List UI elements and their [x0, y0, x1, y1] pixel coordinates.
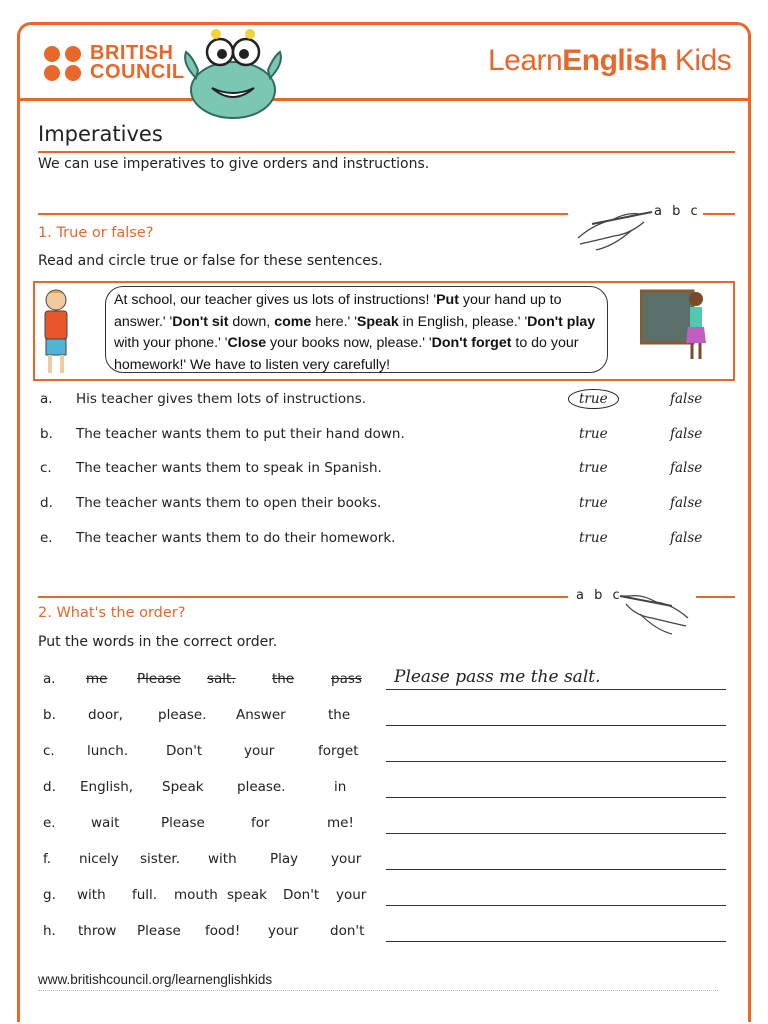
word-tile: the — [328, 707, 351, 723]
item-letter: a. — [43, 671, 56, 687]
story-text: here.' ' — [311, 313, 357, 330]
section1-divider-left — [38, 213, 568, 215]
writing-hand-icon — [612, 584, 692, 640]
word-tile: Play — [270, 851, 299, 867]
answer-line[interactable] — [386, 761, 726, 762]
page-title: Imperatives — [38, 122, 163, 146]
footer-url[interactable]: www.britishcouncil.org/learnenglishkids — [38, 972, 273, 987]
word-tile: English, — [80, 779, 134, 795]
word-tile: your — [244, 743, 275, 759]
word-tile: salt. — [207, 671, 236, 687]
item-sentence: The teacher wants them to put their hand down. — [76, 425, 405, 442]
word-tile: with — [208, 851, 237, 867]
item-sentence: The teacher wants them to open their books. — [76, 495, 382, 512]
word-tile: your — [268, 923, 299, 939]
word-order-row — [38, 887, 738, 911]
word-tile: full. — [132, 887, 158, 903]
true-false-row — [38, 391, 738, 415]
word-order-row — [38, 923, 738, 947]
item-letter: e. — [43, 815, 56, 831]
item-letter: h. — [43, 923, 56, 939]
word-tile: pass — [331, 671, 362, 687]
word-tile: Please — [161, 815, 205, 831]
section2-divider-right — [696, 596, 735, 598]
story-text: down, — [228, 313, 275, 330]
item-letter: b. — [43, 707, 56, 723]
teacher-blackboard-illustration-icon — [640, 287, 712, 363]
learnenglish-kids-logo — [488, 44, 731, 78]
story-text: your books now, please.' ' — [266, 335, 432, 351]
true-option-label: true — [579, 495, 608, 512]
false-option[interactable]: false — [670, 391, 703, 407]
word-tile: your — [336, 887, 367, 903]
word-tile: the — [272, 671, 295, 687]
word-tile: don't — [330, 923, 365, 939]
word-tile: Answer — [236, 707, 286, 723]
item-letter: a. — [40, 391, 53, 407]
true-option[interactable] — [579, 495, 608, 511]
section2-hand-letters: a b c — [576, 588, 623, 603]
true-option[interactable] — [579, 391, 619, 407]
footer-copyright — [38, 990, 718, 996]
word-tile: wait — [91, 815, 120, 831]
story-text: to do your homework!' We have to listen very carefully! — [114, 335, 579, 373]
item-letter: f. — [43, 851, 52, 867]
true-option-label: true — [579, 460, 608, 477]
true-false-row — [38, 495, 738, 519]
answer-line[interactable] — [386, 905, 726, 906]
section1-instruction: Read and circle true or false for these sentences. — [38, 253, 383, 269]
section2-heading: 2. What's the order? — [38, 605, 186, 621]
word-order-row — [38, 667, 738, 695]
story-imperative: Speak — [356, 313, 399, 330]
story-text: your hand up to answer.' ' — [114, 292, 562, 330]
story-imperative: Don't sit — [172, 313, 229, 330]
story-text: with your phone.' ' — [114, 335, 228, 351]
word-order-row — [38, 779, 738, 803]
word-tile: Speak — [162, 779, 204, 795]
word-tile: please. — [158, 707, 207, 723]
british-council-line1: BRITISH — [90, 42, 174, 64]
speech-bubble — [105, 286, 608, 373]
section1-divider-right — [703, 213, 735, 215]
title-divider — [38, 151, 735, 153]
item-letter: d. — [43, 779, 56, 795]
word-tile: please. — [237, 779, 286, 795]
word-tile: mouth — [174, 887, 218, 903]
word-order-row — [38, 851, 738, 875]
word-tile: me — [86, 671, 108, 687]
true-false-row — [38, 426, 738, 450]
word-tile: Don't — [166, 743, 203, 759]
word-tile: your — [331, 851, 362, 867]
word-order-row — [38, 815, 738, 839]
word-tile: throw — [78, 923, 117, 939]
boy-illustration-icon — [38, 287, 74, 379]
true-false-row — [38, 460, 738, 484]
word-tile: with — [77, 887, 106, 903]
story-imperative: Close — [227, 335, 267, 351]
true-option-circled: true — [568, 389, 619, 409]
item-letter: d. — [40, 495, 53, 512]
word-tile: lunch. — [87, 743, 129, 759]
item-letter: e. — [40, 529, 53, 546]
word-tile: speak — [227, 887, 267, 903]
true-option[interactable] — [579, 530, 608, 546]
logo-learn: Learn — [488, 44, 563, 77]
word-tile: Please — [137, 923, 181, 939]
item-letter: b. — [40, 425, 53, 442]
logo-kids: Kids — [667, 44, 732, 77]
section2-divider-left — [38, 596, 568, 598]
false-option[interactable]: false — [670, 425, 703, 442]
true-option[interactable] — [579, 460, 608, 476]
item-letter: g. — [43, 887, 56, 903]
example-answer: Please pass me the salt. — [394, 667, 601, 687]
header-divider — [20, 98, 748, 101]
true-option[interactable] — [579, 426, 608, 442]
true-option-label: true — [579, 425, 608, 442]
false-option[interactable]: false — [670, 460, 703, 477]
false-option[interactable]: false — [670, 529, 703, 546]
answer-line[interactable] — [386, 689, 726, 690]
word-order-row — [38, 743, 738, 767]
page-subtitle: We can use imperatives to give orders and instructions. — [38, 156, 430, 172]
item-sentence: The teacher wants them to do their homework. — [76, 529, 396, 546]
true-false-row — [38, 530, 738, 554]
british-council-dots-icon — [44, 46, 83, 81]
item-sentence: The teacher wants them to speak in Spanish. — [76, 460, 382, 477]
story-text: in English, please.' ' — [398, 313, 528, 330]
true-option-label: true — [579, 529, 608, 546]
word-tile: for — [251, 815, 270, 831]
story-text: At school, our teacher gives us lots of instructions! ' — [114, 292, 437, 308]
section2-instruction: Put the words in the correct order. — [38, 634, 278, 650]
monster-mascot-icon — [178, 26, 288, 122]
item-sentence: His teacher gives them lots of instructions. — [76, 391, 367, 407]
story-imperative: Don't forget — [431, 335, 512, 351]
word-order-row — [38, 707, 738, 731]
section1-hand-letters: a b c — [654, 204, 701, 219]
answer-line[interactable] — [386, 833, 726, 834]
word-tile: door, — [88, 707, 123, 723]
section1-heading: 1. True or false? — [38, 225, 154, 241]
logo-english: English — [562, 44, 668, 77]
word-tile: me! — [327, 815, 354, 831]
word-tile: food! — [205, 923, 241, 939]
word-tile: in — [334, 779, 347, 795]
answer-line[interactable] — [386, 725, 726, 726]
answer-line[interactable] — [386, 797, 726, 798]
answer-line[interactable] — [386, 941, 726, 942]
british-council-logo — [44, 44, 185, 82]
word-tile: Please — [137, 671, 181, 687]
story-imperative: Don't play — [527, 313, 596, 330]
false-option[interactable]: false — [670, 495, 703, 512]
item-letter: c. — [40, 460, 52, 477]
word-tile: sister. — [140, 851, 181, 867]
word-tile: forget — [318, 743, 359, 759]
word-tile: nicely — [79, 851, 119, 867]
item-letter: c. — [43, 743, 55, 759]
story-imperative: Put — [436, 292, 459, 308]
word-tile: Don't — [283, 887, 320, 903]
story-imperative: come — [274, 313, 312, 330]
answer-line[interactable] — [386, 869, 726, 870]
british-council-line2: COUNCIL — [90, 61, 185, 83]
